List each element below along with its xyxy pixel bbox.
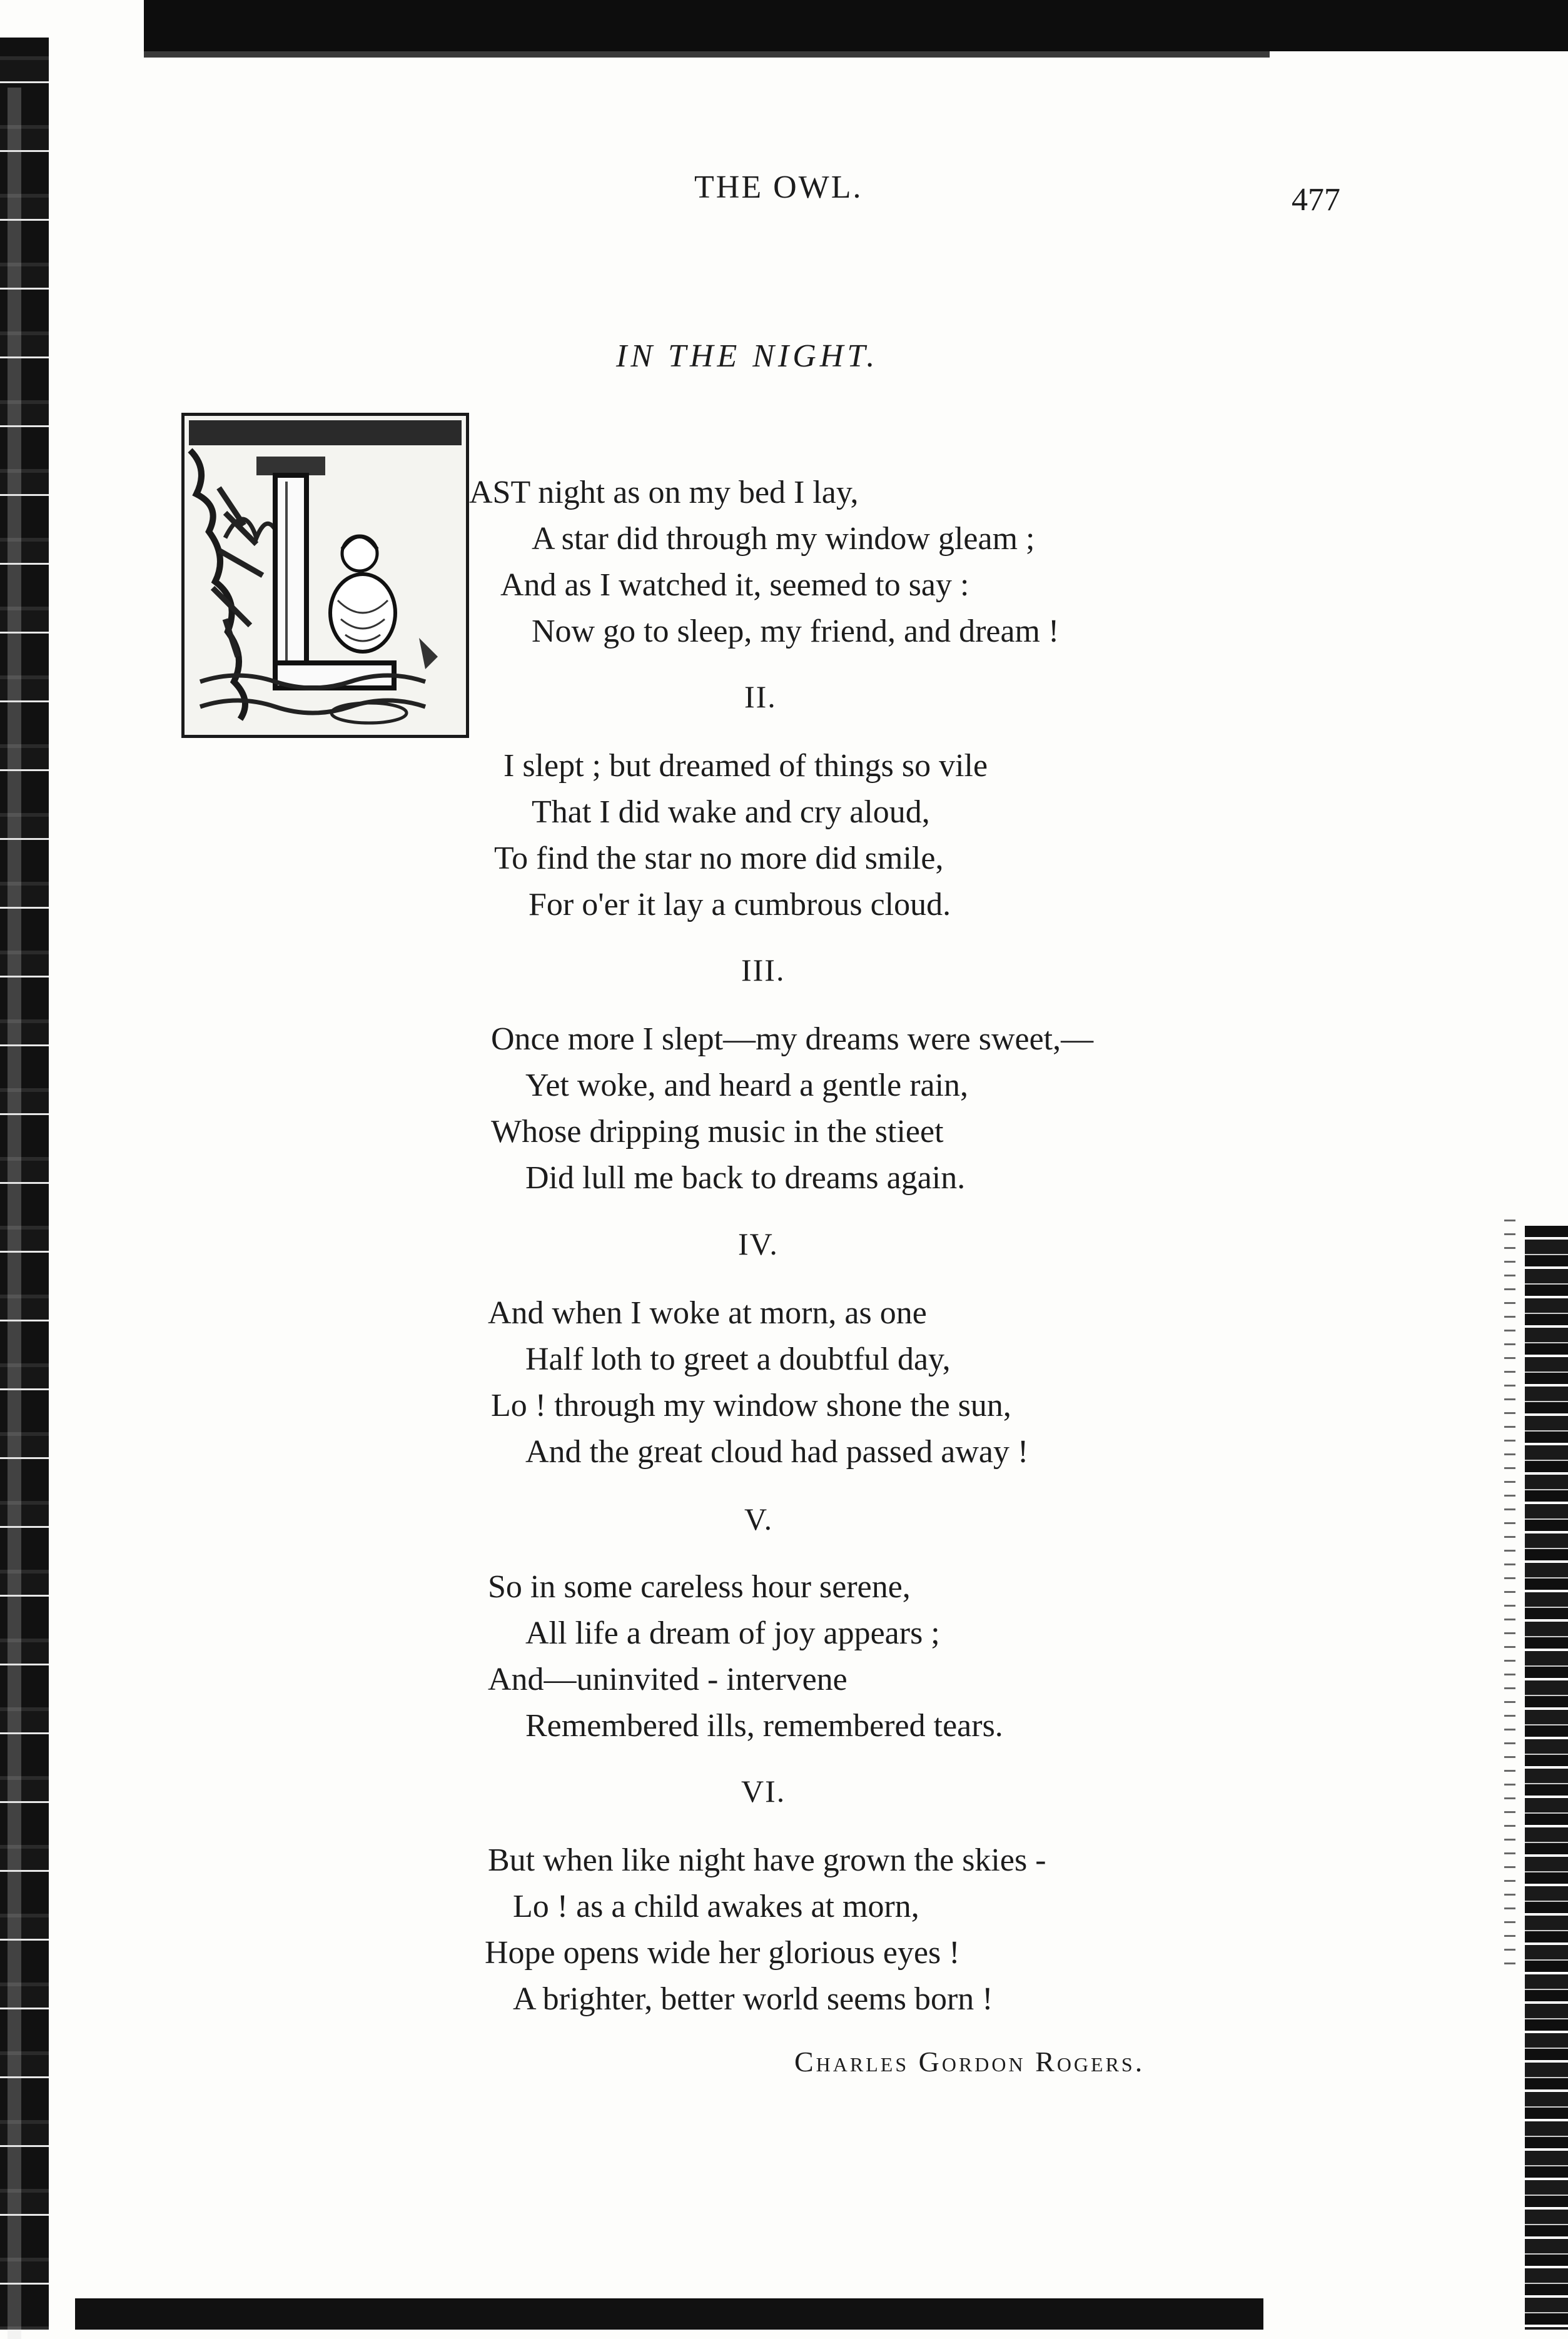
stanza-numeral: VI. bbox=[741, 1774, 786, 1809]
poem-line: That I did wake and cry aloud, bbox=[532, 794, 930, 830]
poem-line: And the great cloud had passed away ! bbox=[525, 1434, 1029, 1470]
poem-line: All life a dream of joy appears ; bbox=[525, 1615, 940, 1651]
poem-line: And as I watched it, seemed to say : bbox=[500, 567, 969, 603]
stanza-numeral: II. bbox=[744, 679, 777, 714]
scan-edge-right bbox=[1525, 1226, 1568, 2330]
poem-line: AST night as on my bed I lay, bbox=[469, 475, 859, 510]
scan-edge-bottom bbox=[75, 2298, 1263, 2330]
poem-line: Hope opens wide her glorious eyes ! bbox=[485, 1935, 960, 1971]
poem-title: IN THE NIGHT. bbox=[616, 338, 879, 374]
stanza-numeral: IV. bbox=[738, 1226, 779, 1261]
scan-edge-left bbox=[0, 38, 49, 2330]
poem-line: And—uninvited - intervene bbox=[488, 1662, 847, 1697]
poem-line: And when I woke at morn, as one bbox=[488, 1295, 927, 1331]
poem-line: Remembered ills, remembered tears. bbox=[525, 1708, 1003, 1744]
poem-line: But when like night have grown the skies - bbox=[488, 1842, 1046, 1878]
poem-line: Now go to sleep, my friend, and dream ! bbox=[532, 614, 1060, 649]
poem-line: For o'er it lay a cumbrous cloud. bbox=[529, 887, 951, 922]
poem-line: Once more I slept—my dreams were sweet,— bbox=[491, 1021, 1094, 1057]
scan-edge-right-dots bbox=[1504, 1220, 1515, 1970]
poem-line: Yet woke, and heard a gentle rain, bbox=[525, 1068, 969, 1103]
scan-edge-top-strip bbox=[144, 51, 1270, 58]
stanza-numeral: V. bbox=[744, 1502, 774, 1537]
poem-line: A brighter, better world seems born ! bbox=[513, 1981, 993, 2017]
poem-line: Half loth to greet a doubtful day, bbox=[525, 1341, 951, 1377]
poem-line: So in some careless hour serene, bbox=[488, 1569, 911, 1605]
poem-line: To find the star no more did smile, bbox=[494, 841, 944, 876]
scan-edge-top bbox=[144, 0, 1568, 51]
poem-line: Whose dripping music in the stieet bbox=[491, 1114, 944, 1149]
dropcap-illustration bbox=[181, 413, 469, 738]
poem-line: Lo ! through my window shone the sun, bbox=[491, 1388, 1011, 1423]
poem-line: Lo ! as a child awakes at morn, bbox=[513, 1889, 919, 1924]
poem-line: A star did through my window gleam ; bbox=[532, 521, 1035, 557]
author-signature: Charles Gordon Rogers. bbox=[794, 2046, 1145, 2078]
poem-line: I slept ; but dreamed of things so vile bbox=[503, 748, 988, 784]
stanza-numeral: III. bbox=[741, 952, 786, 988]
running-head: THE OWL. bbox=[694, 169, 863, 205]
page-number: 477 bbox=[1292, 182, 1340, 218]
poem-line: Did lull me back to dreams again. bbox=[525, 1160, 966, 1196]
